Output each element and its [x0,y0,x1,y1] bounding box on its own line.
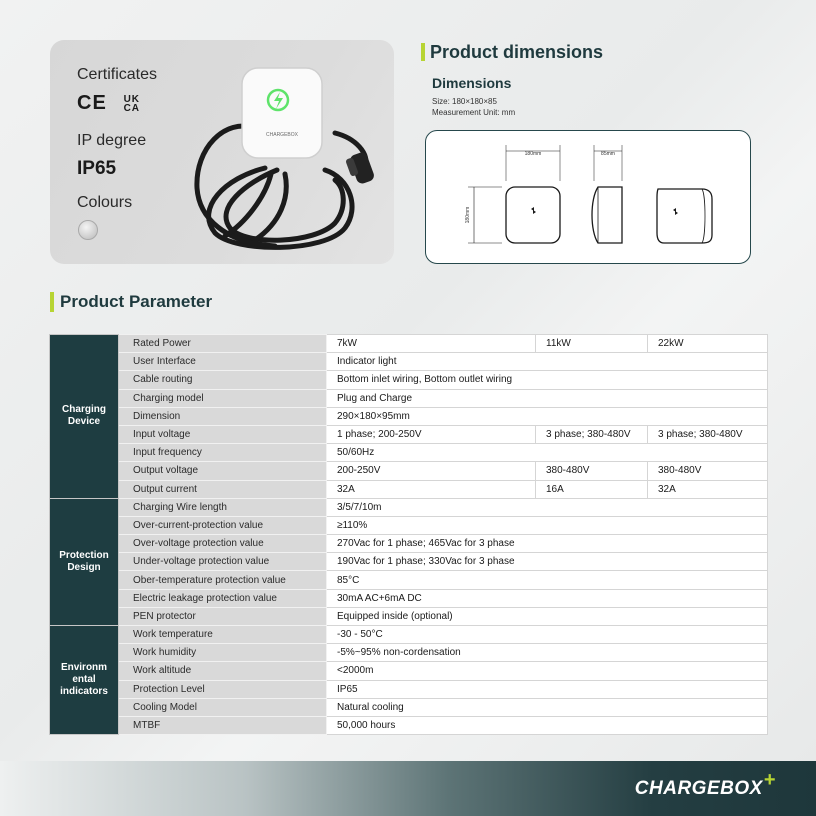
table-row [50,444,768,462]
parameter-value: IP65 [327,680,768,698]
colours-label: Colours [77,194,133,211]
parameter-value: 1 phase; 200-250V [327,425,536,443]
product-card [50,40,394,264]
brand-logo [634,769,776,800]
table-row [50,680,768,698]
charger-brand-text: CHARGEBOX [266,132,298,138]
table-row [50,589,768,607]
height-dimension-label: 180mm [465,206,471,224]
parameter-heading: Product Parameter [60,292,213,311]
table-row [50,607,768,625]
table-row [50,662,768,680]
table-row [50,716,768,734]
parameter-name: Charging Wire length [119,498,327,516]
table-row [50,425,768,443]
parameter-value: 16A [536,480,648,498]
parameter-value: 3 phase; 380-480V [648,425,768,443]
parameter-value: 3/5/7/10m [327,498,768,516]
parameter-name: User Interface [119,353,327,371]
parameter-table [49,334,768,735]
parameter-accent-bar [50,292,54,312]
certificate-marks [77,92,143,115]
parameter-name: Dimension [119,407,327,425]
parameter-value: 380-480V [648,462,768,480]
parameter-name: Output current [119,480,327,498]
table-row [50,480,768,498]
parameter-name: PEN protector [119,607,327,625]
parameter-value: 32A [648,480,768,498]
parameter-name: Work humidity [119,644,327,662]
parameter-value: 380-480V [536,462,648,480]
ce-mark-icon: CE [77,92,107,114]
width-dimension-label: 180mm [524,151,542,157]
dimensions-heading: Product dimensions [430,42,604,62]
brand-logo-text: CHARGEBOX [634,778,763,799]
parameter-value: 22kW [648,335,768,353]
parameter-value: 85°C [327,571,768,589]
ukca-mark-icon: UK CA [123,93,141,114]
parameter-value: 30mA AC+6mA DC [327,589,768,607]
table-row [50,571,768,589]
parameter-name: Protection Level [119,680,327,698]
parameter-value: 190Vac for 1 phase; 330Vac for 3 phase [327,553,768,571]
dimensions-size: Size: 180×180×85 [432,97,497,106]
parameter-value: Bottom inlet wiring, Bottom outlet wiring [327,371,768,389]
table-row [50,407,768,425]
parameter-value: Natural cooling [327,698,768,716]
dimensions-note [432,96,515,118]
parameter-value: -5%~95% non-cordensation [327,644,768,662]
parameter-name: Work altitude [119,662,327,680]
certificates-label: Certificates [77,66,158,83]
dimensions-accent-bar [421,43,425,61]
group-label: Charging Device [50,335,119,499]
ip-degree-label: IP degree [77,132,147,149]
parameter-value: 11kW [536,335,648,353]
parameter-name: Charging model [119,389,327,407]
table-row [50,389,768,407]
table-row [50,535,768,553]
parameter-name: Under-voltage protection value [119,553,327,571]
table-row [50,335,768,353]
charger-product-image [185,58,385,258]
table-row [50,371,768,389]
parameter-name: Input voltage [119,425,327,443]
parameter-name: Cable routing [119,371,327,389]
parameter-value: Equipped inside (optional) [327,607,768,625]
table-row [50,353,768,371]
parameter-name: MTBF [119,716,327,734]
parameter-value: 290×180×95mm [327,407,768,425]
table-row [50,553,768,571]
brand-logo-plus-icon: + [763,769,776,791]
parameter-value: -30 - 50°C [327,626,768,644]
group-label: Protection Design [50,498,119,625]
table-row [50,644,768,662]
parameter-value: 3 phase; 380-480V [536,425,648,443]
depth-dimension-label: 85mm [601,151,615,157]
parameter-value: Indicator light [327,353,768,371]
table-row [50,462,768,480]
parameter-value: 270Vac for 1 phase; 465Vac for 3 phase [327,535,768,553]
parameter-value: 50/60Hz [327,444,768,462]
footer-banner [0,761,816,816]
table-row [50,626,768,644]
ip-degree-value: IP65 [77,158,117,179]
parameter-value: Plug and Charge [327,389,768,407]
parameter-value: <2000m [327,662,768,680]
parameter-value: 32A [327,480,536,498]
parameter-name: Electric leakage protection value [119,589,327,607]
dimension-drawing [425,130,751,264]
dimensions-subheading: Dimensions [432,75,512,91]
parameter-name: Rated Power [119,335,327,353]
parameter-name: Ober-temperature protection value [119,571,327,589]
parameter-value: 50,000 hours [327,716,768,734]
parameter-name: Output voltage [119,462,327,480]
parameter-value: 200-250V [327,462,536,480]
colour-swatch [78,220,98,240]
table-row [50,698,768,716]
parameter-name: Over-current-protection value [119,516,327,534]
parameter-value: 7kW [327,335,536,353]
parameter-name: Work temperature [119,626,327,644]
parameter-name: Input frequency [119,444,327,462]
table-row [50,498,768,516]
group-label: Environm ental indicators [50,626,119,735]
table-row [50,516,768,534]
parameter-value: ≥110% [327,516,768,534]
parameter-name: Over-voltage protection value [119,535,327,553]
dimensions-unit: Measurement Unit: mm [432,108,516,117]
parameter-name: Cooling Model [119,698,327,716]
